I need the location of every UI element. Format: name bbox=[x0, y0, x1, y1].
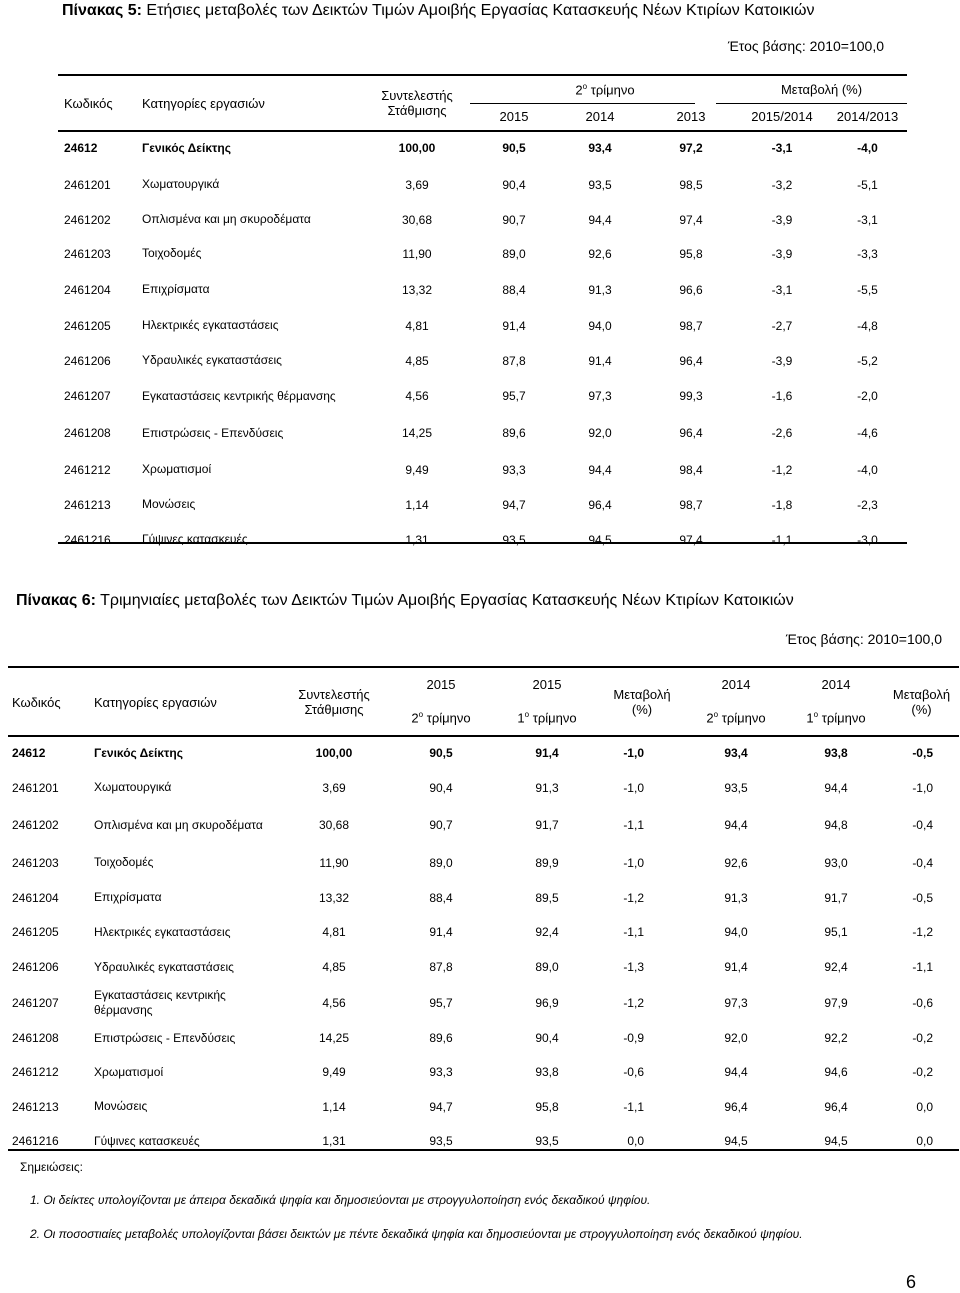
table6-cell-code: 2461202 bbox=[12, 818, 59, 832]
table5-head-change: Μεταβολή (%) bbox=[780, 82, 863, 97]
table6-cell-a: 90,7 bbox=[429, 818, 453, 832]
table6-cell-cat: Εγκαταστάσεις κεντρικής θέρμανσης bbox=[94, 988, 226, 1017]
table6-head-q2-2015-num: 2 bbox=[411, 710, 419, 726]
table5-cell-code: 2461207 bbox=[64, 389, 111, 403]
table6-row bbox=[8, 985, 959, 1021]
table6-head-q2-2015-word: τρίμηνο bbox=[423, 710, 471, 726]
table6-title-text: Τριμηνιαίες μεταβολές των Δεικτών Τιμών Αμοιβής Εργασίας Κατασκευής Νέων Κτιρίων Κατοικιών bbox=[95, 592, 794, 609]
table5-cell-code: 2461213 bbox=[64, 497, 111, 512]
table6-cell-c: -0,9 bbox=[623, 1031, 644, 1045]
table5-cell-w: 30,68 bbox=[401, 212, 433, 227]
table5-cell-y2014: 94,4 bbox=[588, 462, 612, 477]
table5-cell-w: 3,69 bbox=[405, 177, 429, 192]
table6-head-2014-a: 2014 bbox=[721, 676, 751, 692]
table5-cell-c2: -2,0 bbox=[857, 389, 878, 403]
table6-cell-b: 91,4 bbox=[535, 746, 559, 760]
table6-cell-e: 92,2 bbox=[824, 1031, 848, 1045]
table6-head-q1-2015-word: τρίμηνο bbox=[529, 710, 577, 726]
table6-cell-code: 2461212 bbox=[12, 1065, 59, 1079]
table6-cell-c: -1,1 bbox=[623, 1099, 644, 1114]
table5-cell-y2013: 95,8 bbox=[679, 246, 703, 261]
table5-cell-w: 4,56 bbox=[405, 389, 429, 403]
table5-cell-y2014: 92,6 bbox=[588, 246, 612, 261]
table6-cell-f: -1,0 bbox=[912, 780, 933, 795]
table6-cell-b: 95,8 bbox=[535, 1099, 559, 1114]
table5-cell-w: 14,25 bbox=[401, 426, 433, 440]
table6-cell-code: 2461207 bbox=[12, 996, 59, 1010]
table6-cell-w: 14,25 bbox=[318, 1031, 350, 1045]
table6-head-q2-2014 bbox=[684, 700, 788, 736]
table5-cell-c1: -3,9 bbox=[771, 246, 793, 261]
table6-cell-w: 11,90 bbox=[319, 855, 349, 870]
table5-cell-cat: Τοιχοδομές bbox=[142, 246, 202, 260]
table6-cell-w: 4,85 bbox=[322, 960, 346, 974]
table6-cell-a: 89,6 bbox=[429, 1031, 453, 1045]
table6-head-q1-2014 bbox=[788, 700, 884, 736]
table5-cell-y2014: 92,0 bbox=[588, 426, 612, 440]
table6-cell-a: 87,8 bbox=[429, 960, 453, 974]
table5-cell-y2015: 88,4 bbox=[502, 282, 526, 297]
table6-cell-cat: Γενικός Δείκτης bbox=[94, 745, 183, 760]
table5-cell-cat: Γενικός Δείκτης bbox=[142, 140, 231, 155]
table5-cell-y2013: 96,4 bbox=[679, 353, 703, 368]
table5-cell-code: 2461204 bbox=[64, 282, 111, 297]
table6-header-row1 bbox=[8, 668, 959, 700]
table6-cell-code: 2461204 bbox=[12, 890, 59, 905]
table5-cell-y2015: 94,7 bbox=[502, 497, 526, 512]
note-1: 1. Οι δείκτες υπολογίζονται με άπειρα δεκαδικά ψηφία και δημοσιεύονται με στρογγυλοποίηση ενός δεκαδικού ψηφίου. bbox=[30, 1193, 651, 1207]
table6-cell-b: 93,8 bbox=[535, 1065, 559, 1079]
table6-head-change-b bbox=[884, 668, 959, 736]
table6-cell-a: 93,3 bbox=[429, 1065, 453, 1079]
table6-row bbox=[8, 949, 959, 985]
table5-cell-c1: -1,1 bbox=[771, 532, 793, 547]
table6-cell-e: 97,9 bbox=[824, 996, 848, 1010]
table6-cell-f: -0,4 bbox=[912, 818, 933, 832]
table6-head-category: Κατηγορίες εργασιών bbox=[94, 694, 217, 710]
table6-cell-d: 91,4 bbox=[724, 960, 748, 974]
table6-head-2014-b: 2014 bbox=[821, 676, 851, 692]
table6-cell-a: 95,7 bbox=[429, 996, 453, 1010]
table5-cell-cat: Γύψινες κατασκευές bbox=[142, 532, 248, 546]
table5-cell-y2015: 93,3 bbox=[502, 462, 526, 477]
table5-title bbox=[62, 2, 815, 20]
table5-cell-cat: Χρωματισμοί bbox=[142, 462, 212, 476]
table5-row bbox=[58, 452, 907, 487]
table6-head-2015-b: 2015 bbox=[532, 676, 562, 692]
table6-title bbox=[16, 592, 794, 610]
table5-head-weight-line1: Συντελεστής bbox=[381, 88, 453, 103]
table6-cell-c: -1,1 bbox=[623, 818, 644, 832]
table6-cell-a: 91,4 bbox=[429, 925, 453, 939]
table5-cell-y2014: 97,3 bbox=[588, 389, 612, 403]
table5-cell-code: 2461212 bbox=[64, 462, 111, 477]
table5-cell-y2015: 90,7 bbox=[502, 212, 526, 227]
table6-cell-f: -0,5 bbox=[912, 746, 933, 760]
table5-cell-y2013: 97,4 bbox=[679, 212, 703, 227]
table6-head-q1-2015-sup: ο bbox=[524, 710, 530, 720]
table5-cell-y2013: 97,4 bbox=[679, 532, 703, 547]
table6-row bbox=[8, 845, 959, 880]
table5-cell-cat: Οπλισμένα και μη σκυροδέματα bbox=[142, 212, 311, 226]
table6-base-year: Έτος βάσης: 2010=100,0 bbox=[785, 631, 942, 647]
table6-body bbox=[8, 736, 959, 1158]
table6-cell-e: 96,4 bbox=[824, 1099, 848, 1114]
table6-head-q1-2014-sup: ο bbox=[813, 710, 819, 720]
table5-cell-y2014: 96,4 bbox=[588, 497, 612, 512]
table6-cell-c: -1,2 bbox=[623, 890, 644, 905]
table5-head-quarter-word: τρίμηνο bbox=[587, 82, 635, 98]
table6-cell-cat: Χωματουργικά bbox=[94, 780, 172, 794]
table5-cell-cat: Εγκαταστάσεις κεντρικής θέρμανσης bbox=[142, 388, 336, 403]
table6-head-q1-2015 bbox=[494, 700, 600, 736]
table5-cell-code: 2461203 bbox=[64, 246, 111, 261]
table5-cell-c1: -1,8 bbox=[771, 497, 793, 512]
table5-cell-y2015: 93,5 bbox=[502, 532, 526, 547]
table5-cell-code: 2461201 bbox=[64, 177, 111, 192]
note-2: 2. Οι ποσοστιαίες μεταβολές υπολογίζονται βάσει δεικτών με πέντε δεκαδικά ψηφία και δημοσιεύονται με στρογγυλοποίηση ενός δεκαδικού ψηφίου. bbox=[30, 1227, 803, 1241]
table5-cell-y2015: 89,0 bbox=[502, 246, 526, 261]
table6-head-2015-a: 2015 bbox=[426, 676, 456, 692]
table6-head-q2-2014-word: τρίμηνο bbox=[718, 710, 766, 726]
table6-cell-code: 24612 bbox=[12, 746, 46, 760]
table6-cell-a: 94,7 bbox=[429, 1099, 453, 1114]
table6-cell-e: 92,4 bbox=[824, 960, 848, 974]
table6-row bbox=[8, 1055, 959, 1089]
table6-cell-a: 90,5 bbox=[429, 746, 453, 760]
table5-row bbox=[58, 203, 907, 236]
table6-cell-b: 90,4 bbox=[535, 1031, 559, 1045]
table6-row bbox=[8, 736, 959, 770]
table6-cell-b: 89,9 bbox=[535, 855, 559, 870]
table6-cell-c: -1,2 bbox=[623, 996, 644, 1010]
table6-cell-a: 93,5 bbox=[429, 1134, 453, 1148]
table5-cell-y2014: 94,4 bbox=[588, 212, 612, 227]
table5-head-weight bbox=[360, 76, 474, 130]
table6-cell-w: 100,00 bbox=[315, 746, 353, 760]
table5-cell-y2013: 96,6 bbox=[679, 282, 703, 297]
table6-cell-code: 2461213 bbox=[12, 1099, 59, 1114]
table5-cell-y2013: 98,4 bbox=[679, 462, 703, 477]
table6-head-q1-2014-num: 1 bbox=[806, 710, 814, 726]
table5-row bbox=[58, 414, 907, 452]
table6-row bbox=[8, 805, 959, 845]
table6-title-label: Πίνακας 6: bbox=[16, 592, 96, 609]
table6-row bbox=[8, 1089, 959, 1124]
table6-row bbox=[8, 1021, 959, 1055]
table5-cell-c2: -3,1 bbox=[857, 212, 878, 227]
table6-cell-code: 2461206 bbox=[12, 960, 59, 974]
table6-cell-cat: Τοιχοδομές bbox=[94, 855, 154, 869]
table6-cell-b: 92,4 bbox=[535, 925, 559, 939]
table6-cell-w: 13,32 bbox=[318, 890, 350, 905]
table5-head-quarter-num: 2 bbox=[575, 82, 583, 98]
table6-cell-e: 94,8 bbox=[824, 818, 848, 832]
table5-cell-c2: -4,0 bbox=[857, 141, 878, 155]
table6-cell-f: -0,4 bbox=[912, 855, 933, 870]
table5-cell-cat: Επιχρίσματα bbox=[142, 282, 210, 296]
table6-cell-code: 2461205 bbox=[12, 925, 59, 939]
table5-cell-c1: -3,9 bbox=[771, 212, 793, 227]
table6-cell-cat: Οπλισμένα και μη σκυροδέματα bbox=[94, 817, 263, 832]
table5-cell-c2: -3,3 bbox=[857, 246, 878, 261]
table5-cell-cat: Επιστρώσεις - Επενδύσεις bbox=[142, 425, 284, 440]
table5-cell-y2013: 98,5 bbox=[679, 177, 703, 192]
table5-head-weight-line2: Στάθμισης bbox=[387, 103, 447, 118]
table6-cell-w: 1,14 bbox=[322, 1099, 346, 1114]
table6-cell-b: 91,7 bbox=[535, 818, 559, 832]
table5-cell-c1: -2,7 bbox=[771, 318, 793, 333]
notes-title: Σημειώσεις: bbox=[20, 1160, 83, 1174]
table6-cell-c: -1,3 bbox=[623, 960, 644, 974]
table6-row bbox=[8, 1124, 959, 1158]
table6-cell-e: 93,8 bbox=[824, 746, 848, 760]
table5-cell-y2013: 99,3 bbox=[679, 389, 703, 403]
table5-cell-c1: -3,2 bbox=[771, 177, 793, 192]
table5-cell-y2013: 98,7 bbox=[679, 318, 703, 333]
table6-cell-w: 4,81 bbox=[322, 925, 346, 939]
table6-cell-e: 94,4 bbox=[824, 780, 848, 795]
table5-cell-y2015: 90,5 bbox=[502, 141, 526, 155]
table5-cell-cat: Μονώσεις bbox=[142, 497, 196, 511]
table6-head-weight-line2: Στάθμισης bbox=[304, 702, 364, 717]
table6-cell-code: 2461216 bbox=[12, 1134, 59, 1148]
table5-cell-c1: -3,9 bbox=[771, 353, 793, 368]
table6-cell-code: 2461203 bbox=[12, 855, 59, 870]
table5-row bbox=[58, 271, 907, 308]
table6-cell-cat: Μονώσεις bbox=[94, 1099, 148, 1113]
table6-head-code: Κωδικός bbox=[12, 694, 61, 710]
table5-header-row1 bbox=[58, 76, 907, 103]
table5-row bbox=[58, 166, 907, 203]
table5-cell-w: 1,31 bbox=[405, 532, 429, 547]
table5-cell-c1: -3,1 bbox=[771, 141, 793, 155]
table6-cell-cat: Επιχρίσματα bbox=[94, 890, 162, 904]
table6-row bbox=[8, 915, 959, 949]
table5-cell-code: 2461205 bbox=[64, 318, 111, 333]
table6-cell-e: 94,6 bbox=[824, 1065, 848, 1079]
table5-row bbox=[58, 343, 907, 378]
table6-row bbox=[8, 880, 959, 915]
table6-head-q1-2014-word: τρίμηνο bbox=[818, 710, 866, 726]
table6-cell-b: 93,5 bbox=[535, 1134, 559, 1148]
table5-cell-y2015: 89,6 bbox=[502, 426, 526, 440]
table6-head-change-a-line2: (%) bbox=[631, 702, 653, 717]
table6-cell-c: -1,0 bbox=[623, 746, 644, 760]
table5-base-year: Έτος βάσης: 2010=100,0 bbox=[727, 38, 884, 54]
table6-head-weight bbox=[280, 668, 388, 736]
table6-cell-b: 96,9 bbox=[535, 996, 559, 1010]
table6-head-change-a bbox=[600, 668, 684, 736]
table5-cell-w: 100,00 bbox=[398, 141, 436, 155]
table5-title-text: Ετήσιες μεταβολές των Δεικτών Τιμών Αμοιβής Εργασίας Κατασκευής Νέων Κτιρίων Κατοικιών bbox=[141, 2, 815, 19]
table5-head-2015-2014: 2015/2014 bbox=[751, 109, 813, 124]
table6-cell-d: 92,0 bbox=[724, 1031, 748, 1045]
table5-cell-c2: -3,0 bbox=[857, 532, 878, 547]
table5-cell-code: 2461216 bbox=[64, 532, 111, 547]
table6-cell-b: 89,5 bbox=[535, 890, 559, 905]
table5-cell-y2014: 93,4 bbox=[588, 141, 612, 155]
table5-head-code: Κωδικός bbox=[64, 95, 113, 111]
table6-cell-cat: Υδραυλικές εγκαταστάσεις bbox=[94, 959, 234, 974]
table6-cell-w: 9,49 bbox=[322, 1065, 346, 1079]
table5-title-label: Πίνακας 5: bbox=[62, 2, 142, 19]
table6-head-q2-2015 bbox=[388, 700, 494, 736]
table6-row bbox=[8, 770, 959, 805]
table6-cell-f: -0,5 bbox=[912, 890, 933, 905]
table5-cell-c2: -5,5 bbox=[857, 282, 878, 297]
table5-cell-c2: -4,8 bbox=[857, 318, 878, 333]
table6-head-q1-2015-num: 1 bbox=[517, 710, 525, 726]
table6-cell-c: -1,0 bbox=[623, 855, 644, 870]
table5-head-quarter-sup: ο bbox=[582, 81, 588, 91]
table5-row bbox=[58, 522, 907, 557]
table6-cell-d: 94,4 bbox=[724, 818, 748, 832]
table6-cell-c: 0,0 bbox=[627, 1134, 644, 1148]
table5-cell-code: 2461208 bbox=[64, 426, 111, 440]
table5-head-quarter bbox=[474, 76, 736, 103]
table6-cell-d: 93,5 bbox=[724, 780, 748, 795]
table5-cell-c2: -5,1 bbox=[857, 177, 878, 192]
table5-cell-c2: -2,3 bbox=[857, 497, 878, 512]
table6-cell-d: 96,4 bbox=[724, 1099, 748, 1114]
table6-cell-d: 94,0 bbox=[724, 925, 748, 939]
table6-cell-e: 94,5 bbox=[824, 1134, 848, 1148]
table6-cell-c: -1,1 bbox=[623, 925, 644, 939]
table5-cell-w: 11,90 bbox=[402, 246, 432, 261]
table5-cell-cat: Υδραυλικές εγκαταστάσεις bbox=[142, 353, 282, 367]
table5-cell-y2014: 93,5 bbox=[588, 177, 612, 192]
table5-cell-y2015: 91,4 bbox=[502, 318, 526, 333]
table5-cell-y2014: 94,5 bbox=[588, 532, 612, 547]
table6-cell-b: 91,3 bbox=[535, 780, 559, 795]
table5-cell-c2: -4,0 bbox=[857, 462, 878, 477]
table6-cell-e: 95,1 bbox=[824, 925, 848, 939]
table6-cell-f: -0,2 bbox=[912, 1065, 933, 1079]
table6-head-change-b-line2: (%) bbox=[911, 702, 932, 717]
table5-cell-y2015: 95,7 bbox=[502, 389, 526, 403]
table5-cell-cat: Χωματουργικά bbox=[142, 177, 220, 191]
table6-cell-f: 0,0 bbox=[916, 1099, 933, 1114]
table5-cell-w: 1,14 bbox=[405, 497, 429, 512]
table5-row bbox=[58, 487, 907, 522]
table5-cell-w: 9,49 bbox=[405, 462, 429, 477]
table6-head-q2-2015-sup: ο bbox=[418, 710, 424, 720]
table5-body bbox=[58, 130, 907, 557]
table5-row bbox=[58, 130, 907, 166]
table6-head-change-a-line1: Μεταβολή bbox=[613, 687, 671, 702]
table6-cell-f: -0,6 bbox=[912, 996, 933, 1010]
table5-row bbox=[58, 308, 907, 343]
table6-cell-a: 88,4 bbox=[429, 890, 453, 905]
table6 bbox=[8, 668, 959, 1158]
table5-cell-y2014: 91,4 bbox=[588, 353, 612, 368]
table6-cell-code: 2461201 bbox=[12, 780, 59, 795]
table6-cell-d: 97,3 bbox=[724, 996, 748, 1010]
table6-cell-a: 90,4 bbox=[429, 780, 453, 795]
table5-cell-c1: -2,6 bbox=[771, 426, 793, 440]
table6-cell-cat: Ηλεκτρικές εγκαταστάσεις bbox=[94, 924, 231, 939]
page-number: 6 bbox=[906, 1272, 917, 1292]
table6-cell-w: 3,69 bbox=[322, 780, 346, 795]
table5-cell-code: 2461206 bbox=[64, 353, 111, 368]
table6-cell-e: 93,0 bbox=[824, 855, 848, 870]
table5-cell-w: 4,81 bbox=[405, 318, 429, 333]
table5-cell-w: 4,85 bbox=[405, 353, 429, 368]
table6-cell-b: 89,0 bbox=[535, 960, 559, 974]
table6-cell-d: 92,6 bbox=[724, 855, 748, 870]
table5-head-2013: 2013 bbox=[676, 109, 706, 124]
table5-cell-c2: -4,6 bbox=[857, 426, 878, 440]
table6-cell-d: 93,4 bbox=[724, 746, 748, 760]
table6-cell-e: 91,7 bbox=[824, 890, 848, 905]
table5-cell-c2: -5,2 bbox=[857, 353, 878, 368]
table6-cell-d: 94,5 bbox=[724, 1134, 748, 1148]
table6-cell-cat: Χρωματισμοί bbox=[94, 1064, 164, 1079]
table5-cell-w: 13,32 bbox=[401, 282, 433, 297]
table6-cell-w: 1,31 bbox=[322, 1134, 346, 1148]
table6-cell-code: 2461208 bbox=[12, 1031, 59, 1045]
table6-cell-c: -0,6 bbox=[623, 1065, 644, 1079]
table5 bbox=[58, 76, 907, 557]
table5-cell-cat: Ηλεκτρικές εγκαταστάσεις bbox=[142, 318, 279, 332]
table6-head-weight-line1: Συντελεστής bbox=[298, 687, 370, 702]
table6-cell-a: 89,0 bbox=[429, 855, 453, 870]
table5-head-2014-2013: 2014/2013 bbox=[836, 109, 899, 124]
table6-cell-c: -1,0 bbox=[623, 780, 644, 795]
table5-cell-code: 2461202 bbox=[64, 212, 111, 227]
table5-head-2014: 2014 bbox=[585, 109, 615, 124]
table6-cell-f: 0,0 bbox=[916, 1134, 933, 1148]
table6-cell-d: 94,4 bbox=[724, 1065, 748, 1079]
table6-cell-w: 30,68 bbox=[318, 818, 350, 832]
table5-cell-y2015: 87,8 bbox=[502, 353, 526, 368]
table5-cell-y2013: 97,2 bbox=[679, 141, 703, 155]
table6-head-change-b-line1: Μεταβολή bbox=[892, 687, 951, 702]
table6-cell-w: 4,56 bbox=[322, 996, 346, 1010]
table5-cell-y2013: 98,7 bbox=[679, 497, 703, 512]
table6-cell-cat: Επιστρώσεις - Επενδύσεις bbox=[94, 1030, 236, 1045]
table6-cell-cat: Γύψινες κατασκευές bbox=[94, 1133, 200, 1148]
table5-row bbox=[58, 378, 907, 414]
table5-cell-y2013: 96,4 bbox=[679, 426, 703, 440]
table6-cell-f: -1,1 bbox=[912, 960, 933, 974]
table6-cell-f: -1,2 bbox=[912, 925, 933, 939]
table6-head-q2-2014-num: 2 bbox=[706, 710, 714, 726]
table6-cell-d: 91,3 bbox=[724, 890, 748, 905]
table6-cell-f: -0,2 bbox=[912, 1031, 933, 1045]
table5-cell-c1: -1,2 bbox=[771, 462, 793, 477]
table5-cell-y2014: 91,3 bbox=[588, 282, 612, 297]
table5-cell-y2015: 90,4 bbox=[502, 177, 526, 192]
table5-head-2015: 2015 bbox=[499, 109, 529, 124]
table5-cell-c1: -3,1 bbox=[771, 282, 793, 297]
table5-cell-y2014: 94,0 bbox=[588, 318, 612, 333]
table5-row bbox=[58, 236, 907, 271]
table6-head-q2-2014-sup: ο bbox=[713, 710, 719, 720]
table5-head-category: Κατηγορίες εργασιών bbox=[142, 95, 265, 111]
table5-cell-c1: -1,6 bbox=[771, 389, 793, 403]
table5-cell-code: 24612 bbox=[64, 141, 98, 155]
